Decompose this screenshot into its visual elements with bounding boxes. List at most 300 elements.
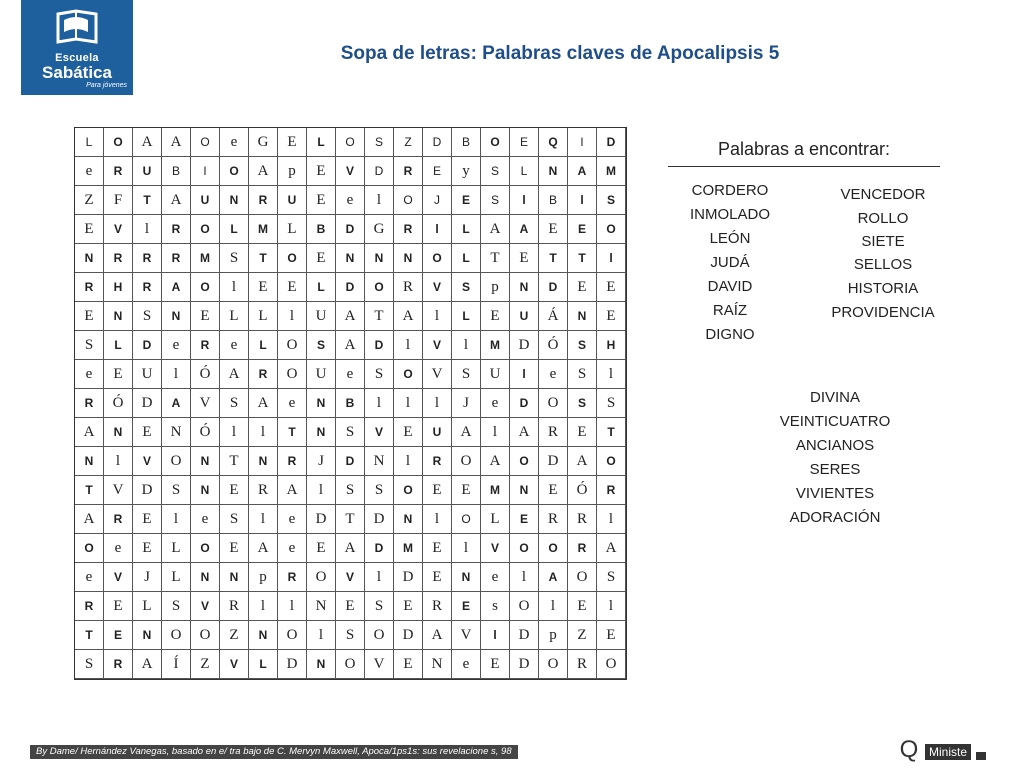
grid-cell[interactable]: A — [249, 534, 278, 563]
grid-cell[interactable]: R — [104, 650, 133, 679]
grid-cell[interactable]: l — [278, 592, 307, 621]
grid-cell[interactable]: N — [133, 621, 162, 650]
grid-cell[interactable]: O — [278, 331, 307, 360]
grid-cell[interactable]: A — [568, 447, 597, 476]
grid-cell[interactable]: L — [278, 215, 307, 244]
grid-cell[interactable]: L — [510, 157, 539, 186]
grid-cell[interactable]: R — [162, 215, 191, 244]
grid-cell[interactable]: M — [191, 244, 220, 273]
grid-cell[interactable]: E — [423, 563, 452, 592]
grid-cell[interactable]: T — [249, 244, 278, 273]
grid-cell[interactable]: A — [423, 621, 452, 650]
grid-cell[interactable]: N — [423, 650, 452, 679]
grid-cell[interactable]: Z — [394, 128, 423, 157]
grid-cell[interactable]: R — [75, 273, 104, 302]
grid-cell[interactable]: E — [104, 360, 133, 389]
grid-cell[interactable]: V — [423, 331, 452, 360]
grid-cell[interactable]: S — [336, 418, 365, 447]
grid-cell[interactable]: R — [394, 273, 423, 302]
grid-cell[interactable]: E — [104, 621, 133, 650]
grid-cell[interactable]: O — [104, 128, 133, 157]
grid-cell[interactable]: A — [568, 157, 597, 186]
grid-cell[interactable]: Z — [220, 621, 249, 650]
grid-cell[interactable]: O — [597, 650, 626, 679]
grid-cell[interactable]: e — [481, 563, 510, 592]
grid-cell[interactable]: A — [336, 302, 365, 331]
grid-cell[interactable]: E — [452, 476, 481, 505]
grid-cell[interactable]: A — [249, 157, 278, 186]
grid-cell[interactable]: V — [336, 157, 365, 186]
grid-cell[interactable]: l — [365, 563, 394, 592]
grid-cell[interactable]: O — [162, 447, 191, 476]
grid-cell[interactable]: s — [481, 592, 510, 621]
grid-cell[interactable]: l — [568, 128, 597, 157]
grid-cell[interactable]: O — [481, 128, 510, 157]
grid-cell[interactable]: G — [249, 128, 278, 157]
grid-cell[interactable]: L — [162, 563, 191, 592]
grid-cell[interactable]: E — [104, 592, 133, 621]
grid-cell[interactable]: A — [539, 563, 568, 592]
grid-cell[interactable]: N — [452, 563, 481, 592]
grid-cell[interactable]: S — [133, 302, 162, 331]
grid-cell[interactable]: N — [539, 157, 568, 186]
grid-cell[interactable]: A — [249, 389, 278, 418]
grid-cell[interactable]: E — [394, 650, 423, 679]
grid-cell[interactable]: l — [597, 505, 626, 534]
grid-cell[interactable]: R — [568, 534, 597, 563]
grid-cell[interactable]: O — [452, 447, 481, 476]
grid-cell[interactable]: O — [510, 447, 539, 476]
grid-cell[interactable]: R — [104, 244, 133, 273]
grid-cell[interactable]: Ó — [191, 360, 220, 389]
grid-cell[interactable]: e — [278, 505, 307, 534]
grid-cell[interactable]: N — [191, 447, 220, 476]
grid-cell[interactable]: L — [133, 592, 162, 621]
grid-cell[interactable]: A — [162, 186, 191, 215]
grid-cell[interactable]: l — [597, 592, 626, 621]
grid-cell[interactable]: V — [365, 418, 394, 447]
grid-cell[interactable]: l — [423, 302, 452, 331]
grid-cell[interactable]: A — [162, 128, 191, 157]
grid-cell[interactable]: l — [249, 505, 278, 534]
grid-cell[interactable]: S — [220, 389, 249, 418]
grid-cell[interactable]: e — [336, 186, 365, 215]
grid-cell[interactable]: S — [365, 128, 394, 157]
grid-cell[interactable]: l — [394, 447, 423, 476]
grid-cell[interactable]: l — [249, 592, 278, 621]
grid-cell[interactable]: Z — [568, 621, 597, 650]
grid-cell[interactable]: l — [249, 418, 278, 447]
grid-cell[interactable]: E — [191, 302, 220, 331]
grid-cell[interactable]: O — [278, 244, 307, 273]
grid-cell[interactable]: p — [249, 563, 278, 592]
grid-cell[interactable]: A — [133, 650, 162, 679]
grid-cell[interactable]: l — [365, 186, 394, 215]
grid-cell[interactable]: N — [307, 418, 336, 447]
grid-cell[interactable]: D — [597, 128, 626, 157]
grid-cell[interactable]: N — [394, 505, 423, 534]
grid-cell[interactable]: A — [452, 418, 481, 447]
grid-cell[interactable]: D — [307, 505, 336, 534]
grid-cell[interactable]: O — [510, 534, 539, 563]
grid-cell[interactable]: L — [162, 534, 191, 563]
grid-cell[interactable]: D — [278, 650, 307, 679]
grid-cell[interactable]: O — [539, 650, 568, 679]
grid-cell[interactable]: l — [481, 621, 510, 650]
grid-cell[interactable]: L — [452, 215, 481, 244]
grid-cell[interactable]: S — [481, 157, 510, 186]
grid-cell[interactable]: N — [191, 476, 220, 505]
grid-cell[interactable]: N — [568, 302, 597, 331]
grid-cell[interactable]: N — [104, 302, 133, 331]
grid-cell[interactable]: O — [191, 215, 220, 244]
grid-cell[interactable]: R — [104, 157, 133, 186]
grid-cell[interactable]: E — [220, 476, 249, 505]
grid-cell[interactable]: S — [481, 186, 510, 215]
grid-cell[interactable]: D — [510, 389, 539, 418]
grid-cell[interactable]: V — [104, 476, 133, 505]
grid-cell[interactable]: e — [539, 360, 568, 389]
grid-cell[interactable]: O — [365, 273, 394, 302]
grid-cell[interactable]: E — [452, 592, 481, 621]
grid-cell[interactable]: E — [394, 418, 423, 447]
grid-cell[interactable]: S — [75, 650, 104, 679]
grid-cell[interactable]: A — [336, 534, 365, 563]
grid-cell[interactable]: B — [452, 128, 481, 157]
grid-cell[interactable]: l — [394, 331, 423, 360]
grid-cell[interactable]: U — [278, 186, 307, 215]
grid-cell[interactable]: B — [336, 389, 365, 418]
grid-cell[interactable]: l — [597, 360, 626, 389]
grid-cell[interactable]: L — [249, 302, 278, 331]
grid-cell[interactable]: l — [162, 505, 191, 534]
grid-cell[interactable]: B — [307, 215, 336, 244]
grid-cell[interactable]: A — [162, 273, 191, 302]
grid-cell[interactable]: R — [539, 418, 568, 447]
grid-cell[interactable]: R — [423, 592, 452, 621]
grid-cell[interactable]: V — [104, 215, 133, 244]
grid-cell[interactable]: U — [481, 360, 510, 389]
grid-cell[interactable]: O — [568, 563, 597, 592]
grid-cell[interactable]: R — [568, 505, 597, 534]
grid-cell[interactable]: e — [191, 505, 220, 534]
grid-cell[interactable]: D — [365, 534, 394, 563]
grid-cell[interactable]: A — [75, 418, 104, 447]
grid-cell[interactable]: N — [307, 389, 336, 418]
grid-cell[interactable]: S — [597, 563, 626, 592]
grid-cell[interactable]: D — [133, 476, 162, 505]
grid-cell[interactable]: l — [597, 244, 626, 273]
grid-cell[interactable]: O — [365, 621, 394, 650]
grid-cell[interactable]: V — [191, 592, 220, 621]
grid-cell[interactable]: E — [307, 186, 336, 215]
grid-cell[interactable]: A — [220, 360, 249, 389]
grid-cell[interactable]: N — [307, 650, 336, 679]
grid-cell[interactable]: O — [307, 563, 336, 592]
grid-cell[interactable]: A — [162, 389, 191, 418]
grid-cell[interactable]: R — [220, 592, 249, 621]
grid-cell[interactable]: U — [133, 157, 162, 186]
grid-cell[interactable]: A — [510, 215, 539, 244]
grid-cell[interactable]: T — [568, 244, 597, 273]
grid-cell[interactable]: U — [510, 302, 539, 331]
grid-cell[interactable]: N — [220, 563, 249, 592]
grid-cell[interactable]: E — [133, 418, 162, 447]
grid-cell[interactable]: L — [481, 505, 510, 534]
grid-cell[interactable]: l — [510, 186, 539, 215]
grid-cell[interactable]: l — [452, 534, 481, 563]
grid-cell[interactable]: e — [452, 650, 481, 679]
grid-cell[interactable]: L — [307, 128, 336, 157]
grid-cell[interactable]: Ó — [191, 418, 220, 447]
grid-cell[interactable]: E — [597, 273, 626, 302]
grid-cell[interactable]: E — [481, 302, 510, 331]
grid-cell[interactable]: R — [162, 244, 191, 273]
grid-cell[interactable]: D — [394, 563, 423, 592]
grid-cell[interactable]: l — [423, 505, 452, 534]
grid-cell[interactable]: p — [539, 621, 568, 650]
grid-cell[interactable]: N — [191, 563, 220, 592]
grid-cell[interactable]: l — [220, 273, 249, 302]
grid-cell[interactable]: R — [133, 273, 162, 302]
grid-cell[interactable]: T — [133, 186, 162, 215]
grid-cell[interactable]: E — [133, 505, 162, 534]
grid-cell[interactable]: S — [75, 331, 104, 360]
grid-cell[interactable]: E — [539, 215, 568, 244]
grid-cell[interactable]: R — [249, 476, 278, 505]
grid-cell[interactable]: D — [510, 331, 539, 360]
grid-cell[interactable]: O — [336, 128, 365, 157]
grid-cell[interactable]: S — [597, 186, 626, 215]
grid-cell[interactable]: O — [423, 244, 452, 273]
grid-cell[interactable]: l — [481, 418, 510, 447]
grid-cell[interactable]: l — [394, 389, 423, 418]
grid-cell[interactable]: T — [336, 505, 365, 534]
grid-cell[interactable]: T — [539, 244, 568, 273]
grid-cell[interactable]: T — [278, 418, 307, 447]
grid-cell[interactable]: E — [539, 476, 568, 505]
grid-cell[interactable]: S — [220, 244, 249, 273]
grid-cell[interactable]: R — [568, 650, 597, 679]
grid-cell[interactable]: R — [133, 244, 162, 273]
grid-cell[interactable]: A — [481, 447, 510, 476]
grid-cell[interactable]: E — [568, 273, 597, 302]
grid-cell[interactable]: V — [336, 563, 365, 592]
grid-cell[interactable]: S — [452, 360, 481, 389]
grid-cell[interactable]: J — [452, 389, 481, 418]
grid-cell[interactable]: T — [75, 476, 104, 505]
grid-cell[interactable]: R — [278, 447, 307, 476]
grid-cell[interactable]: L — [249, 650, 278, 679]
grid-cell[interactable]: e — [278, 389, 307, 418]
grid-cell[interactable]: D — [133, 389, 162, 418]
grid-cell[interactable]: O — [394, 360, 423, 389]
grid-cell[interactable]: L — [104, 331, 133, 360]
grid-cell[interactable]: Z — [191, 650, 220, 679]
grid-cell[interactable]: R — [597, 476, 626, 505]
grid-cell[interactable]: O — [336, 650, 365, 679]
grid-cell[interactable]: p — [481, 273, 510, 302]
grid-cell[interactable]: N — [510, 273, 539, 302]
grid-cell[interactable]: R — [75, 592, 104, 621]
grid-cell[interactable]: l — [307, 621, 336, 650]
grid-cell[interactable]: T — [365, 302, 394, 331]
grid-cell[interactable]: E — [133, 534, 162, 563]
grid-cell[interactable]: Q — [539, 128, 568, 157]
grid-cell[interactable]: O — [162, 621, 191, 650]
grid-cell[interactable]: E — [568, 215, 597, 244]
grid-cell[interactable]: H — [104, 273, 133, 302]
grid-cell[interactable]: e — [104, 534, 133, 563]
grid-cell[interactable]: O — [191, 534, 220, 563]
grid-cell[interactable]: N — [75, 447, 104, 476]
grid-cell[interactable]: D — [510, 621, 539, 650]
grid-cell[interactable]: E — [423, 476, 452, 505]
grid-cell[interactable]: O — [75, 534, 104, 563]
grid-cell[interactable]: R — [539, 505, 568, 534]
grid-cell[interactable]: D — [365, 331, 394, 360]
grid-cell[interactable]: B — [539, 186, 568, 215]
grid-cell[interactable]: e — [75, 563, 104, 592]
grid-cell[interactable]: V — [481, 534, 510, 563]
grid-cell[interactable]: S — [162, 592, 191, 621]
grid-cell[interactable]: N — [365, 244, 394, 273]
grid-cell[interactable]: e — [278, 534, 307, 563]
grid-cell[interactable]: D — [133, 331, 162, 360]
grid-cell[interactable]: D — [365, 157, 394, 186]
grid-cell[interactable]: l — [510, 563, 539, 592]
grid-cell[interactable]: S — [568, 331, 597, 360]
grid-cell[interactable]: L — [249, 331, 278, 360]
grid-cell[interactable]: l — [278, 302, 307, 331]
grid-cell[interactable]: y — [452, 157, 481, 186]
grid-cell[interactable]: l — [510, 360, 539, 389]
grid-cell[interactable]: M — [249, 215, 278, 244]
grid-cell[interactable]: M — [481, 476, 510, 505]
grid-cell[interactable]: D — [539, 447, 568, 476]
grid-cell[interactable]: D — [394, 621, 423, 650]
grid-cell[interactable]: e — [162, 331, 191, 360]
grid-cell[interactable]: Í — [162, 650, 191, 679]
grid-cell[interactable]: Ó — [104, 389, 133, 418]
grid-cell[interactable]: T — [75, 621, 104, 650]
grid-cell[interactable]: E — [452, 186, 481, 215]
grid-cell[interactable]: G — [365, 215, 394, 244]
grid-cell[interactable]: N — [510, 476, 539, 505]
grid-cell[interactable]: A — [481, 215, 510, 244]
grid-cell[interactable]: U — [307, 360, 336, 389]
grid-cell[interactable]: l — [539, 592, 568, 621]
grid-cell[interactable]: l — [162, 360, 191, 389]
grid-cell[interactable]: L — [307, 273, 336, 302]
grid-cell[interactable]: A — [75, 505, 104, 534]
grid-cell[interactable]: L — [452, 302, 481, 331]
grid-cell[interactable]: V — [452, 621, 481, 650]
grid-cell[interactable]: l — [423, 215, 452, 244]
grid-cell[interactable]: O — [220, 157, 249, 186]
grid-cell[interactable]: R — [104, 505, 133, 534]
grid-cell[interactable]: E — [568, 418, 597, 447]
grid-cell[interactable]: R — [75, 389, 104, 418]
grid-cell[interactable]: V — [423, 360, 452, 389]
grid-cell[interactable]: R — [278, 563, 307, 592]
grid-cell[interactable]: S — [162, 476, 191, 505]
grid-cell[interactable]: H — [597, 331, 626, 360]
grid-cell[interactable]: F — [104, 186, 133, 215]
grid-cell[interactable]: O — [539, 534, 568, 563]
grid-cell[interactable]: R — [249, 360, 278, 389]
grid-cell[interactable]: l — [307, 476, 336, 505]
grid-cell[interactable]: E — [75, 302, 104, 331]
grid-cell[interactable]: U — [133, 360, 162, 389]
grid-cell[interactable]: J — [307, 447, 336, 476]
grid-cell[interactable]: S — [568, 389, 597, 418]
grid-cell[interactable]: S — [597, 389, 626, 418]
grid-cell[interactable]: M — [394, 534, 423, 563]
grid-cell[interactable]: O — [278, 621, 307, 650]
grid-cell[interactable]: A — [394, 302, 423, 331]
grid-cell[interactable]: N — [104, 418, 133, 447]
grid-cell[interactable]: N — [162, 418, 191, 447]
grid-cell[interactable]: S — [568, 360, 597, 389]
grid-cell[interactable]: U — [191, 186, 220, 215]
grid-cell[interactable]: N — [249, 621, 278, 650]
grid-cell[interactable]: V — [104, 563, 133, 592]
grid-cell[interactable]: S — [365, 360, 394, 389]
grid-cell[interactable]: D — [336, 215, 365, 244]
grid-cell[interactable]: e — [75, 360, 104, 389]
grid-cell[interactable]: E — [510, 505, 539, 534]
grid-cell[interactable]: S — [365, 476, 394, 505]
grid-cell[interactable]: S — [365, 592, 394, 621]
grid-cell[interactable]: L — [220, 302, 249, 331]
grid-cell[interactable]: N — [249, 447, 278, 476]
grid-cell[interactable]: A — [278, 476, 307, 505]
grid-cell[interactable]: Á — [539, 302, 568, 331]
grid-cell[interactable]: E — [394, 592, 423, 621]
grid-cell[interactable]: A — [597, 534, 626, 563]
grid-cell[interactable]: T — [481, 244, 510, 273]
grid-cell[interactable]: E — [307, 244, 336, 273]
grid-cell[interactable]: O — [539, 389, 568, 418]
grid-cell[interactable]: L — [75, 128, 104, 157]
grid-cell[interactable]: e — [481, 389, 510, 418]
grid-cell[interactable]: l — [423, 389, 452, 418]
grid-cell[interactable]: D — [539, 273, 568, 302]
grid-cell[interactable]: N — [365, 447, 394, 476]
grid-cell[interactable]: l — [191, 157, 220, 186]
grid-cell[interactable]: S — [220, 505, 249, 534]
grid-cell[interactable]: T — [597, 418, 626, 447]
grid-cell[interactable]: L — [220, 215, 249, 244]
grid-cell[interactable]: S — [452, 273, 481, 302]
grid-cell[interactable]: N — [75, 244, 104, 273]
grid-cell[interactable]: R — [191, 331, 220, 360]
grid-cell[interactable]: e — [75, 157, 104, 186]
grid-cell[interactable]: E — [278, 273, 307, 302]
grid-cell[interactable]: l — [133, 215, 162, 244]
grid-cell[interactable]: E — [481, 650, 510, 679]
grid-cell[interactable]: O — [394, 186, 423, 215]
grid-cell[interactable]: Z — [75, 186, 104, 215]
grid-cell[interactable]: E — [307, 157, 336, 186]
grid-cell[interactable]: D — [336, 273, 365, 302]
grid-cell[interactable]: D — [423, 128, 452, 157]
grid-cell[interactable]: E — [336, 592, 365, 621]
grid-cell[interactable]: e — [220, 128, 249, 157]
grid-cell[interactable]: N — [220, 186, 249, 215]
grid-cell[interactable]: Ó — [568, 476, 597, 505]
